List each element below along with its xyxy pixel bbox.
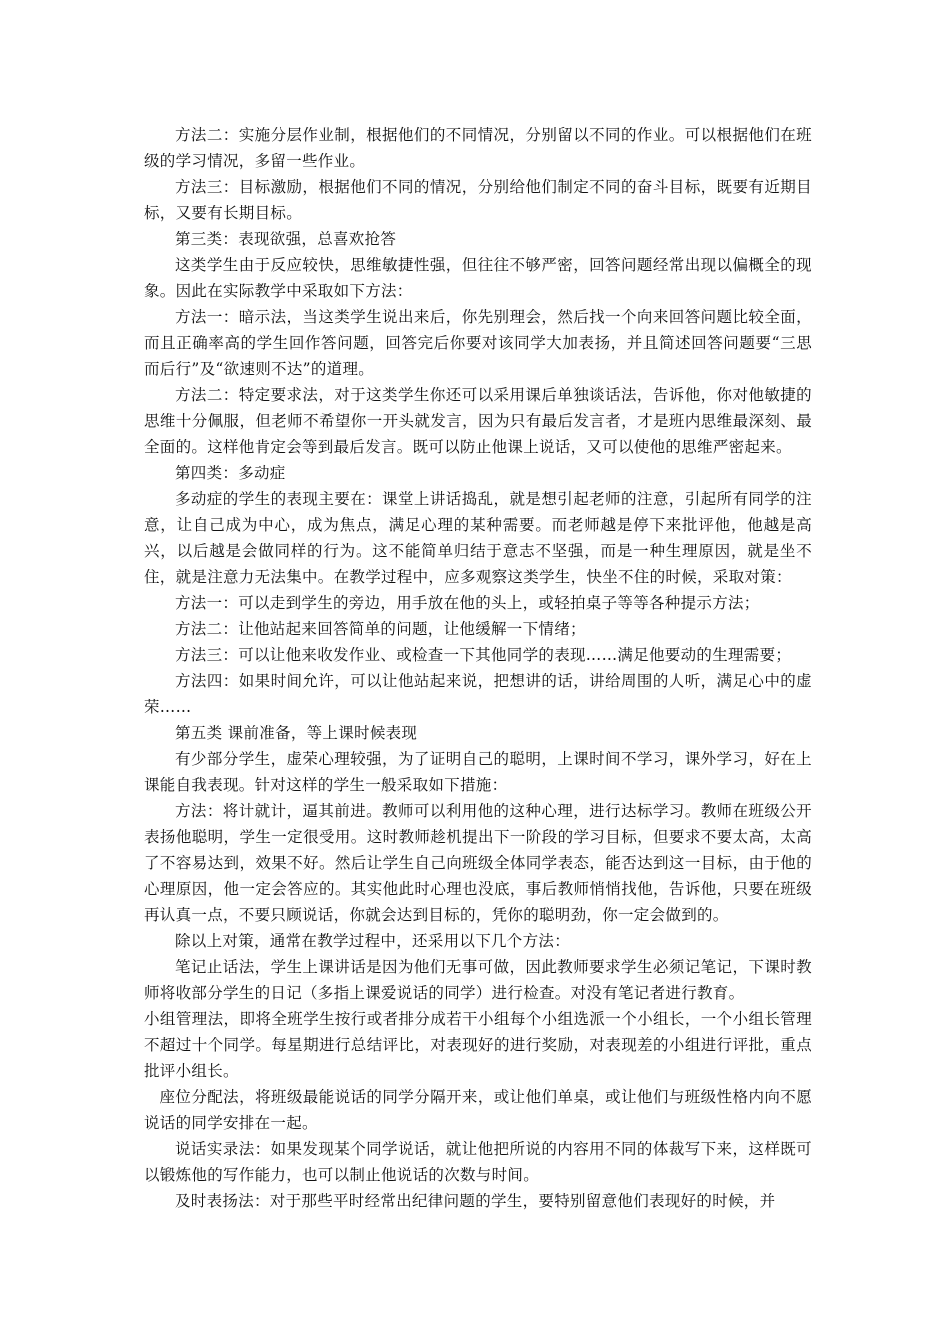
paragraph-note-taking-method: 笔记止话法，学生上课讲话是因为他们无事可做，因此教师要求学生必须记笔记，下课时教师将收部分学生的日记（多指上课爱说话的同学）进行检查。对没有笔记者进行教育。 bbox=[144, 958, 812, 1002]
paragraph-type-4-method-2: 方法二：让他站起来回答简单的问题，让他缓解一下情绪； bbox=[175, 620, 586, 638]
paragraph-type-4-method-1: 方法一：可以走到学生的旁边，用手放在他的头上，或轻拍桌子等等各种提示方法； bbox=[175, 594, 760, 612]
paragraph-type-3-method-1: 方法一：暗示法，当这类学生说出来后，你先别理会，然后找一个向来回答问题比较全面，而且正确率高的学生回作答问题，回答完后你要对该同学大加表扬，并且简述回答问题要“三思而后行”及“欲速则不达”的道理。 bbox=[144, 308, 812, 378]
paragraph-type-5-method: 方法：将计就计，逼其前进。教师可以利用他的这种心理，进行达标学习。教师在班级公开表扬他聪明，学生一定很受用。这时教师趁机提出下一阶段的学习目标，但要求不要太高，太高了不容易达到，效果不好。然后让学生自己向班级全体同学表态，能否达到这一目标，由于他的心理原因，他一定会答应的。其实他此时心理也没底，事后教师悄悄找他，告诉他，只要在班级再认真一点，不要只顾说话，你就会达到目标的，凭你的聪明劲，你一定会做到的。 bbox=[144, 802, 812, 924]
paragraph-additional-methods-intro: 除以上对策，通常在教学过程中，还采用以下几个方法： bbox=[175, 932, 571, 950]
paragraph-speech-record-method: 说话实录法：如果发现某个同学说话，就让他把所说的内容用不同的体裁写下来，这样既可以锻炼他的写作能力，也可以制止他说话的次数与时间。 bbox=[144, 1140, 812, 1184]
paragraph-type-5-intro: 有少部分学生，虚荣心理较强，为了证明自己的聪明，上课时间不学习，课外学习，好在上课能自我表现。针对这样的学生一般采取如下措施： bbox=[144, 750, 812, 794]
document-body bbox=[144, 122, 812, 1214]
paragraph-type-4-method-3: 方法三：可以让他来收发作业、或检查一下其他同学的表现……满足他要动的生理需要； bbox=[175, 646, 792, 664]
section-heading-type-4: 第四类：多动症 bbox=[175, 464, 286, 482]
paragraph-method-2-layered-homework: 方法二：实施分层作业制，根据他们的不同情况，分别留以不同的作业。可以根据他们在班级的学习情况，多留一些作业。 bbox=[144, 126, 812, 170]
paragraph-type-4-intro: 多动症的学生的表现主要在：课堂上讲话捣乱，就是想引起老师的注意，引起所有同学的注意，让自己成为中心，成为焦点，满足心理的某种需要。而老师越是停下来批评他，他越是高兴，以后越是会做同样的行为。这不能简单归结于意志不坚强，而是一种生理原因，就是坐不住，就是注意力无法集中。在教学过程中，应多观察这类学生，快坐不住的时候，采取对策： bbox=[144, 490, 812, 586]
section-heading-type-5: 第五类 课前准备，等上课时候表现 bbox=[175, 724, 418, 742]
paragraph-method-3-goal-motivation: 方法三：目标激励，根据他们不同的情况，分别给他们制定不同的奋斗目标，既要有近期目标，又要有长期目标。 bbox=[144, 178, 812, 222]
paragraph-type-4-method-4: 方法四：如果时间允许，可以让他站起来说，把想讲的话，讲给周围的人听，满足心中的虚荣…… bbox=[144, 672, 812, 716]
paragraph-timely-praise-method: 及时表扬法：对于那些平时经常出纪律问题的学生，要特别留意他们表现好的时候，并 bbox=[175, 1192, 776, 1210]
paragraph-type-3-intro: 这类学生由于反应较快，思维敏捷性强，但往往不够严密，回答问题经常出现以偏概全的现象。因此在实际教学中采取如下方法： bbox=[144, 256, 812, 300]
paragraph-type-3-method-2: 方法二：特定要求法，对于这类学生你还可以采用课后单独谈话法，告诉他，你对他敏捷的思维十分佩服，但老师不希望你一开头就发言，因为只有最后发言者，才是班内思维最深刻、最全面的。这样他肯定会等到最后发言。既可以防止他课上说话，又可以使他的思维严密起来。 bbox=[144, 386, 812, 456]
paragraph-group-management-method: 小组管理法，即将全班学生按行或者排分成若干小组每个小组选派一个小组长，一个小组长管理不超过十个同学。每星期进行总结评比，对表现好的进行奖励，对表现差的小组进行评批，重点批评小组长。 bbox=[144, 1010, 812, 1080]
section-heading-type-3: 第三类：表现欲强，总喜欢抢答 bbox=[175, 230, 397, 248]
paragraph-seat-allocation-method: 座位分配法，将班级最能说话的同学分隔开来，或让他们单桌，或让他们与班级性格内向不愿说话的同学安排在一起。 bbox=[144, 1088, 812, 1132]
